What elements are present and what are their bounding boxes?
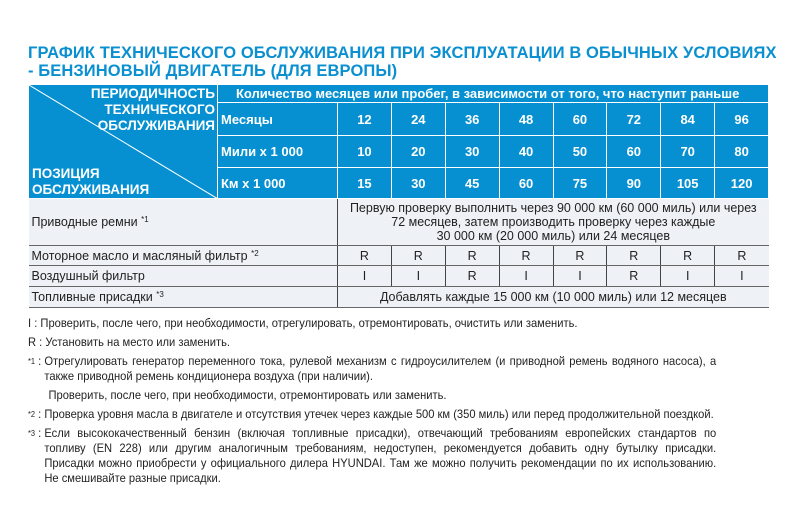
value: R xyxy=(553,246,607,266)
value: 36 xyxy=(445,103,499,136)
item-schedule-text: Первую проверку выполнить через 90 000 км (60 000 миль) или через 72 месяцев, затем производить проверку через каждые 30 000 км (20 000 миль) или 24 месяцев xyxy=(338,199,769,246)
note-2: *2 : Проверка уровня масла в двигателе и отсутствия утечек через каждые 500 км (350 миль) или перед продолжительной поездкой. xyxy=(28,407,714,421)
item-schedule-text: Добавлять каждые 15 000 км (10 000 миль) или 12 месяцев xyxy=(338,287,769,308)
table-row xyxy=(29,246,769,266)
table-row xyxy=(29,266,769,287)
value: R xyxy=(499,246,553,266)
value: 75 xyxy=(553,168,607,199)
item-label: Моторное масло и масляный фильтр $^{*2}$ xyxy=(29,246,338,266)
value: I xyxy=(499,266,553,287)
value: 12 xyxy=(338,103,392,136)
note-1: *1 : Отрегулировать генератор переменного тока, рулевой механизм с гидроусилителем (и приводной ремень водяного насоса), а также приводной ремень кондиционера воздуха (при наличии). xyxy=(28,354,717,383)
value: R xyxy=(661,246,715,266)
note-1-extra: Проверить, после чего, при необходимости, отремонтировать или заменить. xyxy=(48,388,447,402)
period-label: ПЕРИОДИЧНОСТЬ ТЕХНИЧЕСКОГО ОБСЛУЖИВАНИЯ xyxy=(90,86,215,133)
value: R xyxy=(445,266,499,287)
value: 40 xyxy=(499,136,553,168)
item-label: Топливные присадки $^{*3}$ xyxy=(29,287,338,308)
note-r: R : Установить на место или заменить. xyxy=(28,335,230,349)
value: 24 xyxy=(391,103,445,136)
value: R xyxy=(607,266,661,287)
value: 90 xyxy=(607,168,661,199)
title-line-2: - БЕНЗИНОВЫЙ ДВИГАТЕЛЬ (ДЛЯ ЕВРОПЫ) xyxy=(28,62,398,80)
item-label: Воздушный фильтр xyxy=(29,266,338,287)
value: 105 xyxy=(661,168,715,199)
title-line-1: ГРАФИК ТЕХНИЧЕСКОГО ОБСЛУЖИВАНИЯ ПРИ ЭКСПЛУАТАЦИИ В ОБЫЧНЫХ УСЛОВИЯХ xyxy=(28,44,777,62)
value: 20 xyxy=(391,136,445,168)
value: 60 xyxy=(553,103,607,136)
row-label: Мили х 1 000 xyxy=(218,136,338,168)
table-row xyxy=(29,287,769,308)
value: I xyxy=(715,266,769,287)
value: 72 xyxy=(607,103,661,136)
value: 48 xyxy=(499,103,553,136)
value: 45 xyxy=(445,168,499,199)
value: 50 xyxy=(553,136,607,168)
value: 84 xyxy=(661,103,715,136)
value: R xyxy=(338,246,392,266)
value: 120 xyxy=(715,168,769,199)
value: R xyxy=(607,246,661,266)
note-i: I : Проверить, после чего, при необходимости, отрегулировать, отремонтировать, очистить или заменить. xyxy=(28,316,578,330)
page-title xyxy=(28,44,777,80)
value: 15 xyxy=(338,168,392,199)
value: 60 xyxy=(607,136,661,168)
row-label: Км х 1 000 xyxy=(218,168,338,199)
value: I xyxy=(661,266,715,287)
position-label: ПОЗИЦИЯ ОБСЛУЖИВАНИЯ xyxy=(32,166,150,197)
value: 96 xyxy=(715,103,769,136)
value: R xyxy=(715,246,769,266)
item-label: Приводные ремни $^{*1}$ xyxy=(29,199,338,246)
value: 30 xyxy=(391,168,445,199)
span-header: Количество месяцев или пробег, в зависимости от того, что наступит раньше xyxy=(218,85,769,103)
note-3: *3 : Если высококачественный бензин (включая топливные присадки), отвечающий требованиям европейских стандартов по топливу (EN 228) или другим аналогичным требованиям, недоступен, рекомендуется добавить одну бутылку присадки. Присадки можно приобрести у официального дилера HYUNDAI. Там же можно получить рекомендации по их использованию. Не смешивайте разные присадки. xyxy=(28,426,717,485)
value: 10 xyxy=(338,136,392,168)
value: R xyxy=(445,246,499,266)
value: 60 xyxy=(499,168,553,199)
value: 70 xyxy=(661,136,715,168)
row-label: Месяцы xyxy=(218,103,338,136)
table-row xyxy=(29,199,769,246)
value: 80 xyxy=(715,136,769,168)
value: 30 xyxy=(445,136,499,168)
maintenance-table xyxy=(28,84,769,308)
value: R xyxy=(391,246,445,266)
diagonal-header-cell xyxy=(29,85,218,199)
value: I xyxy=(553,266,607,287)
value: I xyxy=(338,266,392,287)
value: I xyxy=(391,266,445,287)
notes xyxy=(28,316,716,490)
